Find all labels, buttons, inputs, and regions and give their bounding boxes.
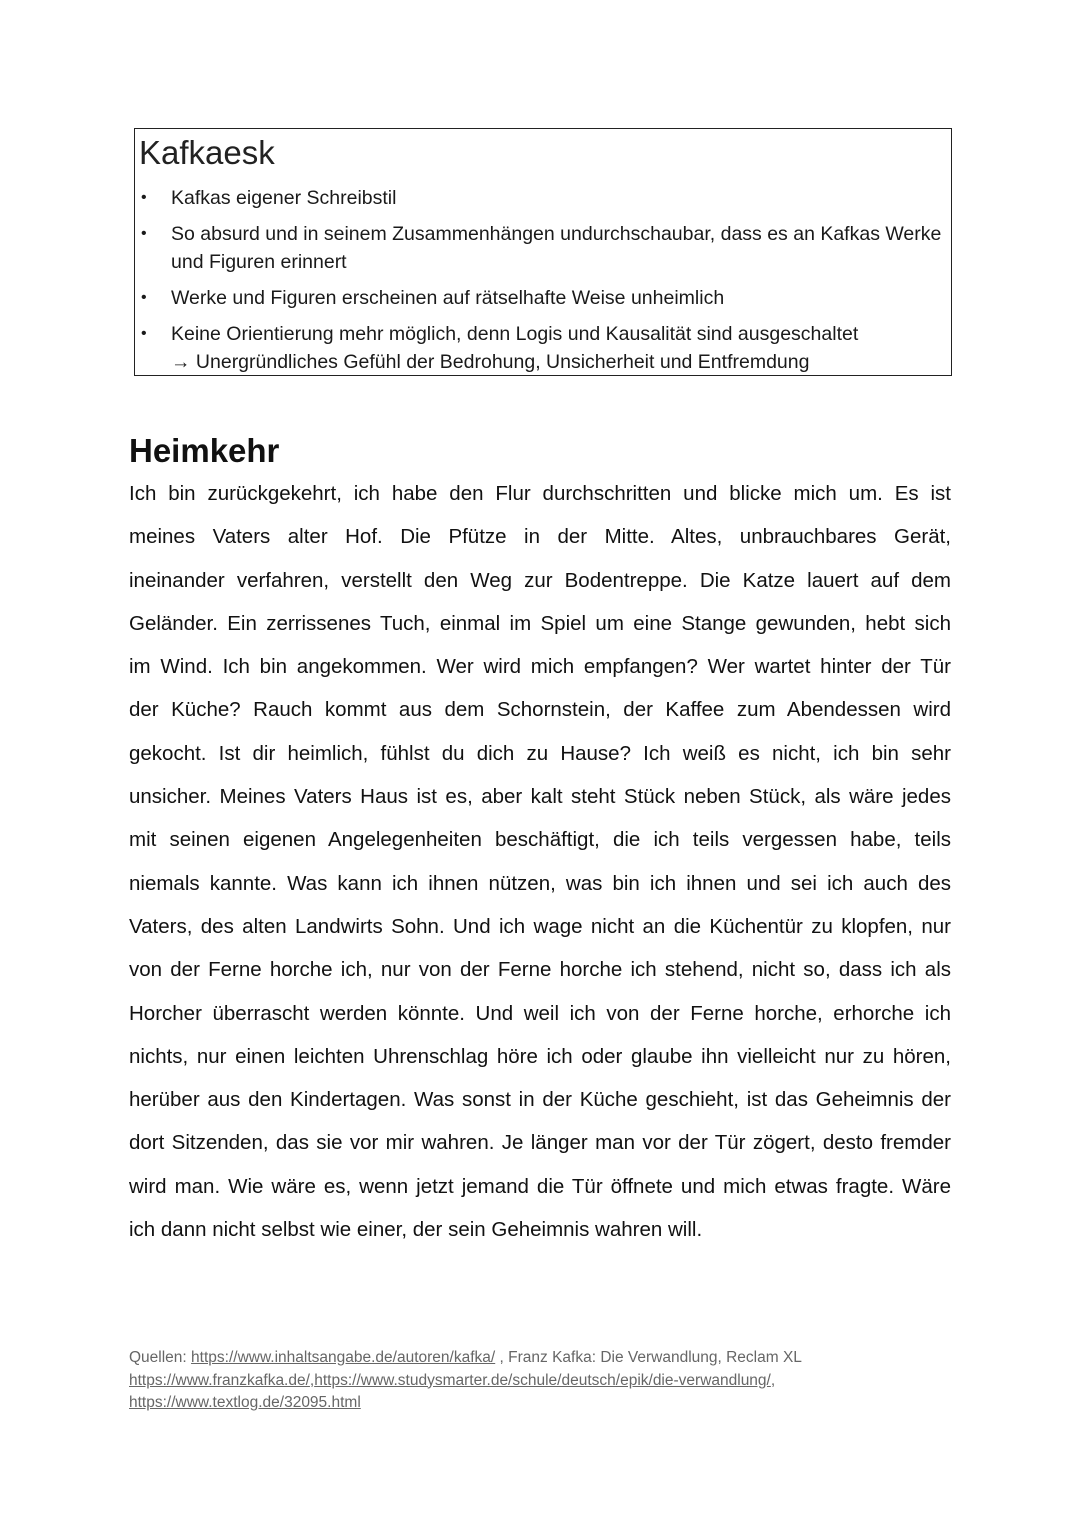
story-title: Heimkehr xyxy=(129,432,280,469)
source-link[interactable]: https://www.franzkafka.de/ xyxy=(129,1371,310,1389)
source-link[interactable]: https://www.studysmarter.de/schule/deutsch/epik/die-verwandlung/ xyxy=(314,1371,771,1389)
story-line: Vaters, des alten Landwirts Sohn. Und ich wage nicht an die Küchentür zu klopfen, nur xyxy=(129,914,951,938)
story-line: Ich bin zurückgekehrt, ich habe den Flur durchschritten und blicke mich um. Es ist xyxy=(129,482,951,505)
story-line: meines Vaters alter Hof. Die Pfütze in der Mitte. Altes, unbrauchbares Gerät, xyxy=(129,525,951,549)
story-line: Horcher überrascht werden könnte. Und weil ich von der Ferne horche, erhorche ich xyxy=(129,1001,951,1025)
sources-label: Quellen: xyxy=(129,1349,187,1366)
definition-item xyxy=(135,184,951,212)
definition-item-text: Werke und Figuren erscheinen auf rätselhafte Weise unheimlich xyxy=(171,287,725,309)
definition-item-text: Keine Orientierung mehr möglich, denn Logis und Kausalität sind ausgeschaltet xyxy=(171,323,859,345)
definition-item-text: und Figuren erinnert xyxy=(171,251,347,273)
story-line: mit seinen eigenen Angelegenheiten beschäftigt, die ich teils vergessen habe, teils xyxy=(129,828,951,852)
bullet-icon: • xyxy=(141,189,147,206)
definition-title: Kafkaesk xyxy=(139,134,275,171)
definition-item-text: → Unergründliches Gefühl der Bedrohung, Unsicherheit und Entfremdung xyxy=(171,351,810,373)
definition-item xyxy=(135,320,951,376)
story-line: herüber aus den Kindertagen. Was sonst in der Küche geschieht, ist das Geheimnis der xyxy=(129,1088,951,1112)
story-line: unsicher. Meines Vaters Haus ist es, aber kalt steht Stück neben Stück, als wäre jedes xyxy=(129,785,951,809)
sources-row xyxy=(129,1392,959,1415)
definition-list xyxy=(135,184,951,384)
sources-separator: , xyxy=(770,1371,776,1389)
definition-item-text: Kafkas eigener Schreibstil xyxy=(171,187,397,209)
sources xyxy=(129,1347,959,1415)
story-line: niemals kannte. Was kann ich ihnen nützen, was bin ich ihnen und sei ich auch des xyxy=(129,871,951,895)
story-line: gekocht. Ist dir heimlich, fühlst du dich zu Hause? Ich weiß es nicht, ich bin sehr xyxy=(129,741,951,765)
bullet-icon: • xyxy=(141,289,147,306)
story-line: wird man. Wie wäre es, wenn jetzt jemand die Tür öffnete und mich etwas fragte. Wäre xyxy=(129,1174,951,1198)
story-line: von der Ferne horche ich, nur von der Ferne horche ich stehend, nicht so, dass ich als xyxy=(129,958,951,982)
story-line: Geländer. Ein zerrissenes Tuch, einmal im Spiel um eine Stange gewunden, hebt sich xyxy=(129,611,951,635)
sources-separator: , xyxy=(309,1371,315,1389)
story-line: dort Sitzenden, das sie vor mir wahren. Je länger man vor der Tür zögert, desto fremder xyxy=(129,1131,951,1155)
definition-item xyxy=(135,284,951,312)
definition-item-text: So absurd und in seinem Zusammenhängen undurchschaubar, dass es an Kafkas Werke xyxy=(171,223,942,245)
story-body xyxy=(129,472,951,1251)
story-line: ich dann nicht selbst wie einer, der sein Geheimnis wahren will. xyxy=(129,1218,703,1242)
story-line: ineinander verfahren, verstellt den Weg zur Bodentreppe. Die Katze lauert auf dem xyxy=(129,568,951,592)
story-line: im Wind. Ich bin angekommen. Wer wird mich empfangen? Wer wartet hinter der Tür xyxy=(129,655,951,679)
bullet-icon: • xyxy=(141,225,147,242)
sources-separator: , xyxy=(495,1349,509,1366)
definition-box xyxy=(134,128,952,376)
source-book: Franz Kafka: Die Verwandlung, Reclam XL xyxy=(508,1349,802,1366)
sources-row xyxy=(129,1370,959,1393)
source-link[interactable]: https://www.textlog.de/32095.html xyxy=(129,1394,361,1411)
bullet-icon: • xyxy=(141,325,147,342)
sources-row xyxy=(129,1347,959,1370)
story-line: nichts, nur einen leichten Uhrenschlag höre ich oder glaube ihn vielleicht nur zu hören, xyxy=(129,1044,951,1068)
source-link[interactable]: https://www.inhaltsangabe.de/autoren/kafka/ xyxy=(191,1349,496,1366)
definition-item xyxy=(135,220,951,276)
story-line: der Küche? Rauch kommt aus dem Schornstein, der Kaffee zum Abendessen wird xyxy=(129,698,951,722)
